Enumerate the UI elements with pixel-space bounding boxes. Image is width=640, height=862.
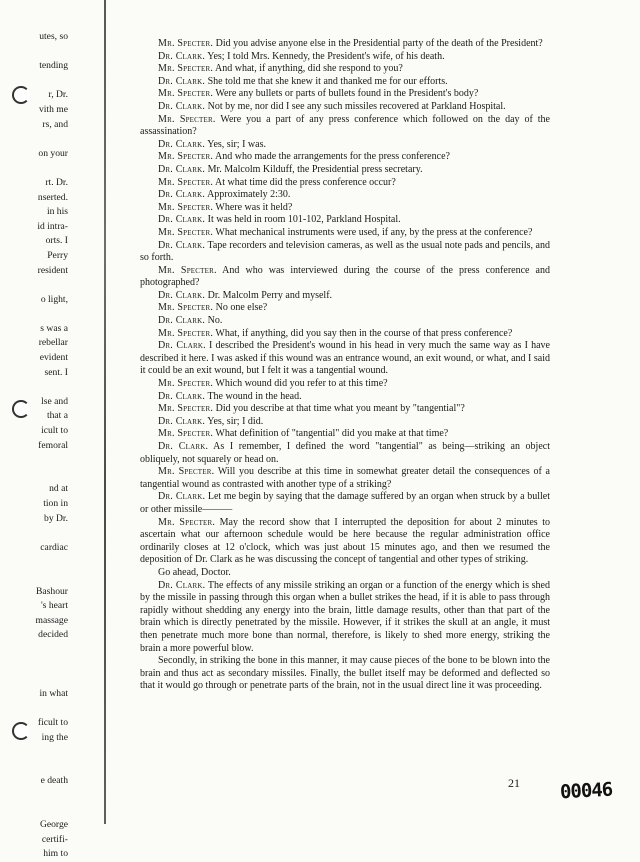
edge-line bbox=[0, 672, 68, 687]
edge-line bbox=[0, 555, 68, 570]
speaker-label: Mr. Specter. bbox=[158, 428, 214, 440]
speech-text: At what time did the press conference occur? bbox=[213, 176, 396, 188]
testimony-paragraph bbox=[140, 227, 550, 240]
speaker-label: Mr. Specter. bbox=[158, 201, 214, 213]
edge-line bbox=[0, 760, 68, 775]
speech-text: I described the President's wound in his head in very much the same way as I have described it here. I was asked if this wound was an entrance wound, an exit wound, or what, and I said it could be an exit wound, but I felt it was a tangential wound. bbox=[140, 340, 550, 377]
speaker-label: Dr. Clark. bbox=[158, 340, 206, 352]
edge-line bbox=[0, 570, 68, 585]
edge-line: femoral bbox=[38, 439, 68, 451]
speech-text: Which wound did you refer to at this time? bbox=[213, 378, 388, 390]
edge-line: s was a bbox=[40, 322, 68, 334]
edge-line: massage bbox=[35, 614, 68, 626]
speaker-label: Dr. Clark. bbox=[158, 315, 206, 327]
edge-line: ing the bbox=[41, 731, 68, 743]
edge-line: nserted. bbox=[37, 191, 68, 203]
edge-line: certifi- bbox=[41, 833, 68, 845]
edge-line: rebellar bbox=[38, 337, 68, 349]
testimony-paragraph bbox=[140, 567, 550, 580]
speaker-label: Dr. Clark. bbox=[158, 75, 206, 87]
speech-text: It was held in room 101-102, Parkland Hospital. bbox=[205, 214, 401, 226]
edge-line bbox=[0, 453, 68, 468]
edge-line: r, Dr. bbox=[48, 89, 68, 101]
testimony-paragraph bbox=[140, 240, 550, 265]
speaker-label: Mr. Specter. bbox=[158, 63, 214, 75]
speech-text: And who made the arrangements for the press conference? bbox=[213, 151, 450, 163]
speech-text: Did you advise anyone else in the Presidential party of the death of the President? bbox=[213, 38, 543, 49]
edge-line: icult to bbox=[41, 425, 68, 437]
speaker-label: Dr. Clark. bbox=[158, 415, 206, 427]
testimony-paragraph bbox=[140, 214, 550, 227]
speech-text: And what, if anything, did she respond to you? bbox=[213, 63, 403, 75]
edge-line: resident bbox=[37, 264, 68, 276]
testimony-paragraph bbox=[140, 655, 550, 693]
edge-line: e death bbox=[40, 775, 68, 787]
speech-text: Not by me, nor did I see any such missiles recovered at Parkland Hospital. bbox=[205, 100, 506, 112]
edge-line bbox=[0, 526, 68, 541]
document-stamp: 00046 bbox=[559, 778, 613, 804]
edge-line: him to bbox=[43, 848, 68, 860]
page-spine-shadow bbox=[104, 0, 106, 824]
speaker-label: Mr. Specter. bbox=[158, 226, 214, 238]
edge-line: orts. I bbox=[45, 235, 68, 247]
speaker-label: Dr. Clark. bbox=[158, 163, 206, 175]
edge-line: tion in bbox=[43, 498, 68, 509]
testimony-paragraph bbox=[140, 51, 550, 64]
edge-line: lse and bbox=[41, 395, 68, 407]
speech-text: She told me that she knew it and thanked me for our efforts. bbox=[205, 75, 448, 87]
speech-text: Secondly, in striking the bone in this manner, it may cause pieces of the bone to be blown into the brain and thus act as secondary missiles. Finally, the bullet itself may be deformed and deflected so that it would go through or penetrate parts of the brain, not in the usual direct line it was proceeding. bbox=[140, 655, 550, 692]
speaker-label: Dr. Clark. bbox=[158, 390, 206, 402]
left-page-edge-text bbox=[0, 30, 68, 862]
edge-line bbox=[0, 45, 68, 60]
speaker-label: Mr. Specter. bbox=[158, 302, 214, 314]
testimony-paragraph bbox=[140, 139, 550, 152]
speaker-label: Dr. Clark. bbox=[158, 100, 206, 112]
edge-line: tending bbox=[39, 60, 68, 72]
testimony-paragraph bbox=[140, 189, 550, 202]
speaker-label: Mr. Specter. bbox=[158, 113, 216, 125]
edge-line: in what bbox=[39, 687, 68, 699]
speaker-label: Mr. Specter. bbox=[158, 378, 214, 390]
edge-line: nd at bbox=[49, 483, 68, 495]
edge-line: o light, bbox=[40, 293, 68, 305]
speech-text: The effects of any missile striking an organ or a function of the energy which is shed by the missile in passing through this organ when a bullet strikes the head, if it is able to pass through rapidly without shedding any energy into the brain, little damage results, other than that part of the brain which is directly penetrated by the missile. However, if it strikes the skull at an angle, it must then penetrate much more bone than normal, therefore, is likely to shed more energy, striking the brain a more powerful blow. bbox=[140, 579, 550, 654]
speaker-label: Mr. Specter. bbox=[158, 151, 214, 163]
speaker-label: Mr. Specter. bbox=[158, 466, 215, 478]
speaker-label: Dr. Clark. bbox=[158, 441, 209, 452]
speech-text: Yes, sir; I did. bbox=[205, 415, 264, 427]
speaker-label: Mr. Specter. bbox=[158, 176, 214, 188]
edge-line bbox=[0, 468, 68, 483]
edge-line: that a bbox=[46, 410, 68, 422]
edge-line: id intra- bbox=[37, 220, 68, 232]
testimony-paragraph bbox=[140, 76, 550, 89]
speaker-label: Dr. Clark. bbox=[158, 579, 206, 591]
speech-text: What definition of "tangential" did you make at that time? bbox=[213, 428, 449, 440]
edge-line: utes, so bbox=[39, 31, 68, 42]
speaker-label: Dr. Clark. bbox=[158, 138, 206, 150]
testimony-paragraph bbox=[140, 403, 550, 416]
speech-text: Tape recorders and television cameras, as well as the usual note pads and pencils, and so forth. bbox=[140, 239, 550, 264]
speech-text: Yes; I told Mrs. Kennedy, the President's wife, of his death. bbox=[205, 50, 445, 62]
testimony-paragraph bbox=[140, 328, 550, 341]
edge-line: sent. I bbox=[44, 366, 68, 378]
edge-line bbox=[0, 380, 68, 395]
speaker-label: Mr. Specter. bbox=[158, 327, 214, 339]
edge-line: George bbox=[39, 819, 68, 831]
edge-line bbox=[0, 161, 68, 176]
speech-text: And who was interviewed during the course of the press conference and photographed? bbox=[140, 264, 550, 289]
edge-line: rt. Dr. bbox=[45, 176, 68, 188]
testimony-text bbox=[140, 38, 550, 693]
edge-line bbox=[0, 74, 68, 89]
testimony-paragraph bbox=[140, 391, 550, 404]
testimony-paragraph bbox=[140, 378, 550, 391]
testimony-paragraph bbox=[140, 491, 550, 516]
speech-text: Yes, sir; I was. bbox=[205, 138, 266, 150]
edge-line bbox=[0, 701, 68, 716]
speech-text: Did you describe at that time what you meant by "tangential"? bbox=[213, 403, 465, 415]
edge-line: vith me bbox=[38, 103, 68, 115]
edge-line bbox=[0, 307, 68, 322]
edge-line: 's heart bbox=[40, 600, 68, 612]
edge-line: on your bbox=[38, 147, 68, 159]
speech-text: Let me begin by saying that the damage suffered by an organ when struck by a bullet or other missile——— bbox=[140, 491, 550, 515]
speech-text: Dr. Malcolm Perry and myself. bbox=[205, 289, 333, 301]
speaker-label: Dr. Clark. bbox=[158, 50, 206, 62]
testimony-paragraph bbox=[140, 177, 550, 190]
edge-line: evident bbox=[39, 352, 68, 364]
edge-line: rs, and bbox=[42, 118, 68, 130]
speaker-label: Dr. Clark. bbox=[158, 214, 206, 226]
testimony-paragraph bbox=[140, 114, 550, 139]
edge-line: Bashour bbox=[36, 585, 68, 597]
edge-line: decided bbox=[38, 629, 68, 641]
testimony-paragraph bbox=[140, 265, 550, 290]
speech-text: No one else? bbox=[213, 302, 268, 314]
edge-line bbox=[0, 132, 68, 147]
edge-line bbox=[0, 803, 68, 818]
testimony-paragraph bbox=[140, 302, 550, 315]
edge-line bbox=[0, 745, 68, 760]
speech-text: What mechanical instruments were used, if any, by the press at the conference? bbox=[213, 226, 533, 238]
speech-text: Go ahead, Doctor. bbox=[158, 566, 231, 578]
speech-text: Were any bullets or parts of bullets found in the President's body? bbox=[213, 88, 479, 100]
speech-text: As I remember, I defined the word "tangential" as being—striking an object obliquely, not squarely or head on. bbox=[140, 441, 550, 465]
testimony-paragraph bbox=[140, 290, 550, 303]
speech-text: Where was it held? bbox=[213, 201, 293, 213]
speech-text: No. bbox=[205, 315, 223, 327]
testimony-paragraph bbox=[140, 151, 550, 164]
speaker-label: Mr. Specter. bbox=[158, 264, 217, 276]
speech-text: Were you a part of any press conference which followed on the day of the assassination? bbox=[140, 113, 550, 138]
speaker-label: Dr. Clark. bbox=[158, 289, 206, 301]
testimony-paragraph bbox=[140, 164, 550, 177]
speech-text: Approximately 2:30. bbox=[205, 189, 291, 201]
speech-text: The wound in the head. bbox=[205, 390, 302, 402]
testimony-paragraph bbox=[140, 466, 550, 491]
testimony-paragraph bbox=[140, 340, 550, 378]
page-number: 21 bbox=[508, 776, 520, 790]
testimony-paragraph bbox=[140, 202, 550, 215]
testimony-paragraph bbox=[140, 101, 550, 114]
testimony-paragraph bbox=[140, 315, 550, 328]
edge-line: in his bbox=[46, 206, 68, 218]
speech-text: Mr. Malcolm Kilduff, the Presidential press secretary. bbox=[205, 163, 423, 175]
edge-line bbox=[0, 643, 68, 658]
edge-line bbox=[0, 278, 68, 293]
testimony-paragraph bbox=[140, 416, 550, 429]
speaker-label: Mr. Specter. bbox=[158, 403, 214, 415]
speaker-label: Mr. Specter. bbox=[158, 88, 214, 100]
speaker-label: Mr. Specter. bbox=[158, 38, 214, 49]
testimony-paragraph bbox=[140, 88, 550, 101]
speaker-label: Mr. Specter. bbox=[158, 516, 216, 528]
testimony-paragraph bbox=[140, 63, 550, 76]
testimony-paragraph bbox=[140, 441, 550, 466]
testimony-paragraph bbox=[140, 517, 550, 567]
speaker-label: Dr. Clark. bbox=[158, 189, 206, 201]
speech-text: What, if anything, did you say then in the course of that press conference? bbox=[213, 327, 513, 339]
testimony-paragraph bbox=[140, 38, 550, 51]
testimony-paragraph bbox=[140, 428, 550, 441]
speech-text: Will you describe at this time in somewhat greater detail the consequences of a tangential wound as contrasted with another type of a striking? bbox=[140, 466, 550, 490]
speaker-label: Dr. Clark. bbox=[158, 491, 206, 503]
edge-line: by Dr. bbox=[44, 512, 68, 524]
edge-line: ficult to bbox=[37, 716, 68, 728]
edge-line: Perry bbox=[47, 249, 68, 261]
testimony-paragraph bbox=[140, 580, 550, 656]
edge-line bbox=[0, 789, 68, 804]
edge-line: cardiac bbox=[40, 541, 68, 553]
speaker-label: Dr. Clark. bbox=[158, 239, 206, 251]
edge-line bbox=[0, 658, 68, 673]
speech-text: May the record show that I interrupted the deposition for about 2 minutes to ascertain what our afternoon schedule would be here because the regular administration office ordinarily closes at 12 o'clock, which was just about 15 minutes ago, and then we resumed the deposition of Dr. Clark as he was discussing the concept of tangential and other types of striking. bbox=[140, 516, 550, 566]
